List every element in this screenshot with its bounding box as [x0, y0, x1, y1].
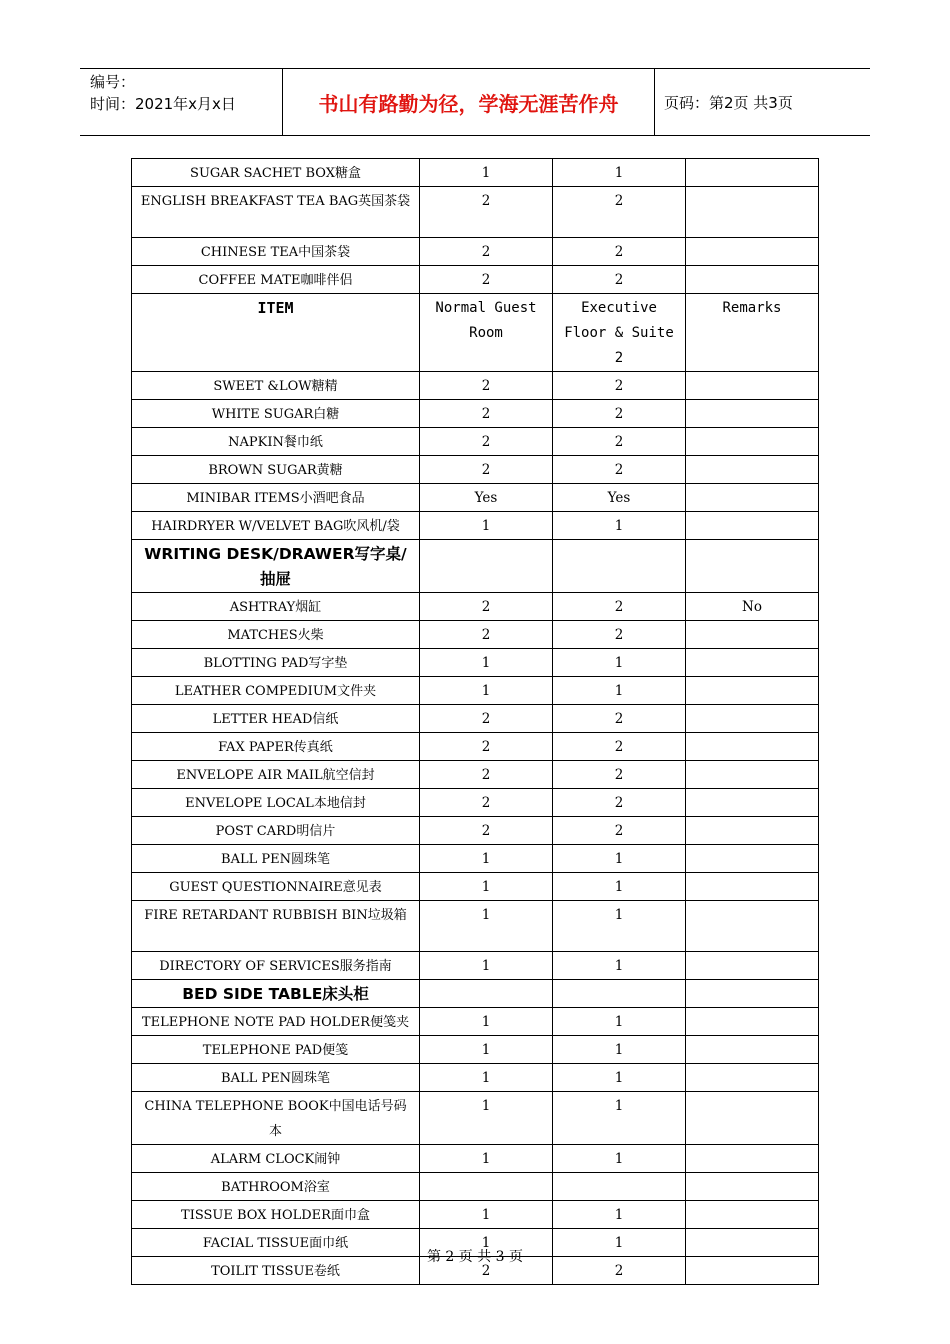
table-row: [132, 1092, 819, 1145]
table-row: [132, 159, 819, 187]
table-row: [132, 456, 819, 484]
cell-normal: 2: [420, 817, 553, 845]
cell-normal: 2: [420, 400, 553, 428]
cell-item: BED SIDE TABLE床头柜: [132, 980, 420, 1008]
cell-normal: 2: [420, 705, 553, 733]
cell-exec: 2: [553, 372, 686, 400]
cell-exec: 1: [553, 1145, 686, 1173]
cell-remarks: [686, 512, 819, 540]
table-row: [132, 484, 819, 512]
cell-item: BATHROOM浴室: [132, 1173, 420, 1201]
cell-normal: 1: [420, 1229, 553, 1257]
table-row: [132, 372, 819, 400]
cell-remarks: [686, 456, 819, 484]
cell-exec: 2: [553, 266, 686, 294]
cell-remarks: [686, 789, 819, 817]
table-row: [132, 677, 819, 705]
cell-item: SWEET &LOW糖精: [132, 372, 420, 400]
cell-remarks: [686, 266, 819, 294]
cell-remarks: [686, 1036, 819, 1064]
cell-normal: 2: [420, 761, 553, 789]
table-row: [132, 593, 819, 621]
cell-item: SUGAR SACHET BOX糖盒: [132, 159, 420, 187]
cell-remarks: [686, 1145, 819, 1173]
cell-remarks: [686, 400, 819, 428]
table-row: [132, 1036, 819, 1064]
cell-item: TISSUE BOX HOLDER面巾盒: [132, 1201, 420, 1229]
cell-exec: 1: [553, 1008, 686, 1036]
cell-item: ENVELOPE LOCAL本地信封: [132, 789, 420, 817]
table-row: [132, 621, 819, 649]
table-row: [132, 512, 819, 540]
amenities-table-body: [132, 159, 819, 1285]
table-section-row: [132, 540, 819, 593]
cell-normal: 2: [420, 266, 553, 294]
cell-remarks: [686, 1092, 819, 1145]
cell-normal: 1: [420, 677, 553, 705]
cell-normal: 2: [420, 187, 553, 238]
cell-exec: 1: [553, 1201, 686, 1229]
cell-normal: 1: [420, 649, 553, 677]
cell-remarks: [686, 1008, 819, 1036]
cell-exec: 2: [553, 428, 686, 456]
cell-remarks: [686, 952, 819, 980]
cell-remarks: [686, 621, 819, 649]
table-row: [132, 817, 819, 845]
cell-normal: [420, 540, 553, 593]
table-row: [132, 238, 819, 266]
cell-remarks: [686, 1173, 819, 1201]
table-row: [132, 789, 819, 817]
cell-exec: 2: [553, 593, 686, 621]
cell-item: TELEPHONE NOTE PAD HOLDER便笺夹: [132, 1008, 420, 1036]
date-label: 时间：2021年x月x日: [90, 95, 236, 113]
cell-item: FAX PAPER传真纸: [132, 733, 420, 761]
cell-item: CHINESE TEA中国茶袋: [132, 238, 420, 266]
cell-exec: 2: [553, 1257, 686, 1285]
cell-normal: [420, 980, 553, 1008]
cell-normal: 2: [420, 372, 553, 400]
table-row: [132, 1145, 819, 1173]
cell-item: NAPKIN餐巾纸: [132, 428, 420, 456]
cell-item: COFFEE MATE咖啡伴侣: [132, 266, 420, 294]
cell-item: ALARM CLOCK闹钟: [132, 1145, 420, 1173]
table-row: [132, 649, 819, 677]
cell-remarks: [686, 761, 819, 789]
cell-remarks: [686, 1064, 819, 1092]
cell-remarks: [686, 428, 819, 456]
cell-exec: 2: [553, 817, 686, 845]
cell-exec: 1: [553, 873, 686, 901]
table-row: [132, 1173, 819, 1201]
cell-item: LEATHER COMPEDIUM文件夹: [132, 677, 420, 705]
cell-exec: 1: [553, 1229, 686, 1257]
cell-normal: 1: [420, 512, 553, 540]
cell-exec: Yes: [553, 484, 686, 512]
cell-remarks: [686, 1201, 819, 1229]
cell-item: POST CARD明信片: [132, 817, 420, 845]
cell-item: FIRE RETARDANT RUBBISH BIN垃圾箱: [132, 901, 420, 952]
cell-remarks: [686, 705, 819, 733]
cell-exec: Executive Floor & Suite 2: [553, 294, 686, 372]
cell-remarks: [686, 980, 819, 1008]
cell-normal: 1: [420, 1064, 553, 1092]
cell-exec: 1: [553, 952, 686, 980]
cell-remarks: Remarks: [686, 294, 819, 372]
cell-item: LETTER HEAD信纸: [132, 705, 420, 733]
cell-exec: 2: [553, 705, 686, 733]
cell-item: GUEST QUESTIONNAIRE意见表: [132, 873, 420, 901]
cell-exec: 2: [553, 187, 686, 238]
cell-normal: 1: [420, 952, 553, 980]
table-row: [132, 1201, 819, 1229]
cell-item: CHINA TELEPHONE BOOK中国电话号码本: [132, 1092, 420, 1145]
cell-normal: 2: [420, 593, 553, 621]
cell-exec: 1: [553, 1036, 686, 1064]
cell-item: BLOTTING PAD写字垫: [132, 649, 420, 677]
cell-item: ASHTRAY烟缸: [132, 593, 420, 621]
cell-item: MINIBAR ITEMS小酒吧食品: [132, 484, 420, 512]
cell-exec: 1: [553, 1092, 686, 1145]
cell-exec: [553, 980, 686, 1008]
table-row: [132, 187, 819, 238]
cell-normal: Normal Guest Room: [420, 294, 553, 372]
cell-item: ENGLISH BREAKFAST TEA BAG英国茶袋: [132, 187, 420, 238]
cell-item: TELEPHONE PAD便笺: [132, 1036, 420, 1064]
cell-normal: [420, 1173, 553, 1201]
page-header: [80, 68, 870, 136]
cell-normal: 2: [420, 456, 553, 484]
table-row: [132, 400, 819, 428]
cell-exec: 2: [553, 456, 686, 484]
table-row: [132, 901, 819, 952]
cell-exec: 1: [553, 649, 686, 677]
cell-remarks: [686, 159, 819, 187]
header-motto: 书山有路勤为径，学海无涯苦作舟: [283, 69, 655, 135]
cell-remarks: [686, 484, 819, 512]
header-meta: [80, 69, 283, 135]
table-row: [132, 845, 819, 873]
cell-normal: 2: [420, 1257, 553, 1285]
table-row: [132, 761, 819, 789]
cell-normal: 1: [420, 159, 553, 187]
cell-normal: 1: [420, 873, 553, 901]
cell-exec: [553, 1173, 686, 1201]
cell-normal: 1: [420, 1201, 553, 1229]
cell-normal: 2: [420, 621, 553, 649]
table-row: [132, 1008, 819, 1036]
table-row: [132, 873, 819, 901]
table-row: [132, 266, 819, 294]
cell-normal: 1: [420, 845, 553, 873]
cell-item: MATCHES火柴: [132, 621, 420, 649]
cell-item: WRITING DESK/DRAWER写字桌/抽屉: [132, 540, 420, 593]
cell-exec: 1: [553, 845, 686, 873]
amenities-table: [131, 158, 819, 1285]
cell-remarks: [686, 817, 819, 845]
cell-item: ENVELOPE AIR MAIL航空信封: [132, 761, 420, 789]
cell-normal: 2: [420, 238, 553, 266]
cell-normal: 1: [420, 1008, 553, 1036]
cell-remarks: No: [686, 593, 819, 621]
cell-item: BALL PEN圆珠笔: [132, 1064, 420, 1092]
cell-exec: 1: [553, 159, 686, 187]
cell-item: BROWN SUGAR黄糖: [132, 456, 420, 484]
cell-exec: 2: [553, 761, 686, 789]
cell-exec: 2: [553, 238, 686, 266]
cell-normal: 2: [420, 789, 553, 817]
page-footer: 第 2 页 共 3 页: [426, 1249, 524, 1265]
cell-exec: 2: [553, 400, 686, 428]
cell-remarks: [686, 901, 819, 952]
cell-remarks: [686, 649, 819, 677]
table-row: [132, 1064, 819, 1092]
cell-remarks: [686, 372, 819, 400]
cell-normal: 1: [420, 1092, 553, 1145]
table-row: [132, 705, 819, 733]
cell-remarks: [686, 873, 819, 901]
cell-remarks: [686, 677, 819, 705]
cell-item: WHITE SUGAR白糖: [132, 400, 420, 428]
cell-normal: 1: [420, 1145, 553, 1173]
cell-item: ITEM: [132, 294, 420, 372]
number-label: 编号：: [90, 73, 136, 91]
table-section-row: [132, 980, 819, 1008]
cell-exec: 1: [553, 1064, 686, 1092]
cell-exec: 1: [553, 677, 686, 705]
cell-normal: Yes: [420, 484, 553, 512]
cell-item: FACIAL TISSUE面巾纸: [132, 1229, 420, 1257]
cell-item: TOILIT TISSUE卷纸: [132, 1257, 420, 1285]
cell-normal: 1: [420, 901, 553, 952]
table-row: [132, 428, 819, 456]
header-page-label: 页码：第2页 共3页: [664, 93, 793, 112]
cell-exec: 1: [553, 512, 686, 540]
cell-exec: 2: [553, 621, 686, 649]
cell-remarks: [686, 187, 819, 238]
cell-normal: 1: [420, 1036, 553, 1064]
cell-remarks: [686, 845, 819, 873]
cell-remarks: [686, 540, 819, 593]
cell-item: HAIRDRYER W/VELVET BAG吹风机/袋: [132, 512, 420, 540]
cell-item: BALL PEN圆珠笔: [132, 845, 420, 873]
cell-exec: 2: [553, 733, 686, 761]
cell-normal: 2: [420, 733, 553, 761]
cell-exec: 1: [553, 901, 686, 952]
cell-remarks: [686, 733, 819, 761]
cell-remarks: [686, 238, 819, 266]
cell-item: DIRECTORY OF SERVICES服务指南: [132, 952, 420, 980]
cell-exec: [553, 540, 686, 593]
table-row: [132, 733, 819, 761]
table-header-row: [132, 294, 819, 372]
table-row: [132, 952, 819, 980]
cell-exec: 2: [553, 789, 686, 817]
cell-normal: 2: [420, 428, 553, 456]
